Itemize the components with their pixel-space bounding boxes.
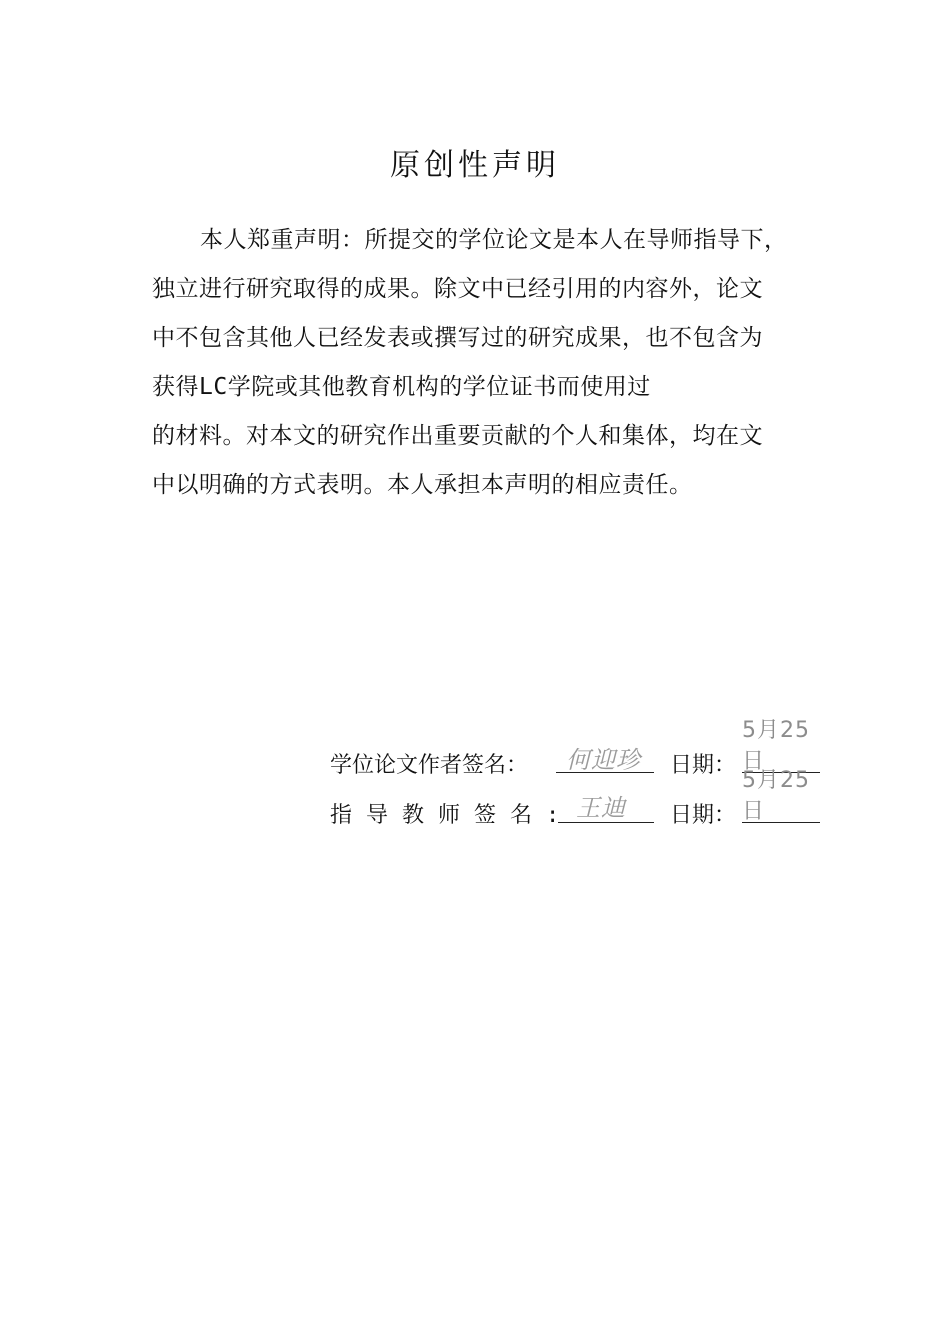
supervisor-handwritten-signature: 王迪 (576, 794, 626, 822)
paragraph-line-2: 独立进行研究取得的成果。除文中已经引用的内容外，论文 (152, 276, 763, 302)
author-handwritten-signature: 何迎珍 (566, 746, 641, 774)
declaration-paragraph (152, 216, 822, 516)
author-handwritten-date: 5月25日 (742, 718, 810, 774)
paragraph-line-4: 获得LC学院或其他教育机构的学位证书而使用过 (152, 374, 651, 400)
page-title: 原创性声明 (390, 148, 560, 183)
supervisor-signature-label: 指导教师签名: (330, 803, 574, 828)
author-signature-field[interactable] (556, 746, 654, 773)
supervisor-date-label: 日期： (670, 803, 737, 828)
author-date-label: 日期： (670, 753, 737, 778)
paragraph-line-5: 的材料。对本文的研究作出重要贡献的个人和集体，均在文 (152, 423, 763, 449)
supervisor-handwritten-date: 5月25日 (742, 768, 810, 824)
supervisor-signature-row (330, 768, 825, 830)
supervisor-date-field[interactable] (742, 768, 820, 824)
paragraph-line-6: 中以明确的方式表明。本人承担本声明的相应责任。 (152, 472, 693, 498)
supervisor-signature-field[interactable] (558, 796, 654, 823)
paragraph-line-3: 中不包含其他人已经发表或撰写过的研究成果，也不包含为 (152, 325, 763, 351)
author-signature-label: 学位论文作者签名： (330, 753, 529, 778)
paragraph-line-1: 本人郑重声明：所提交的学位论文是本人在导师指导下， (200, 227, 788, 253)
